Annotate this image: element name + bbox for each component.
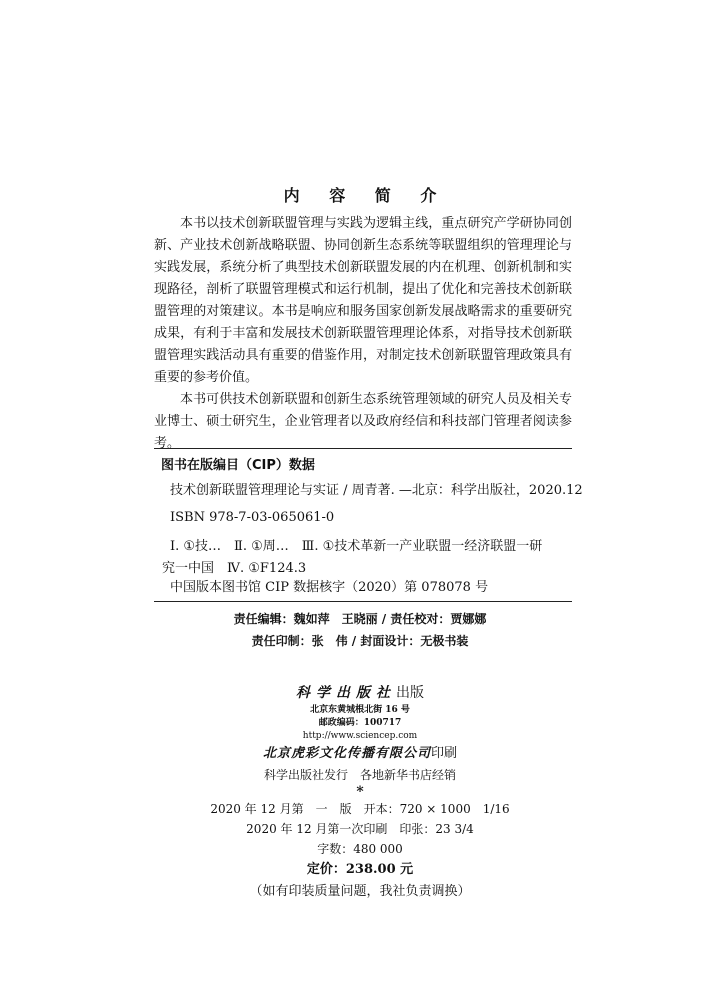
publisher-address: 北京东黄城根北街 16 号 [310,705,410,715]
separator-star: * [356,784,364,800]
publisher-line [0,682,720,704]
editor-credits-line-1: 责任编辑：魏如萍 王晓丽 / 责任校对：贾娜娜 [233,612,487,626]
summary-body [154,213,572,455]
editor-credits [0,608,720,652]
cip-record: 技术创新联盟管理理论与实证 / 周青著. —北京：科学出版社，2020.12 [170,483,583,498]
summary-title: 内 容 简 介 [283,186,449,205]
printer-line [0,743,720,765]
cip-classification-line-1: Ⅰ. ①技… Ⅱ. ①周… Ⅲ. ①技术革新一产业联盟一经济联盟一研 [170,539,543,554]
printing-line: 2020 年 12 月第一次印刷 印张：23 3/4 [246,822,474,836]
publisher-suffix: 出版 [396,685,424,701]
printer-logo-text: 北京虎彩文化传播有限公司 [262,746,431,761]
word-count: 字数：480 000 [317,842,403,856]
editor-credits-line-2: 责任印制：张 伟 / 封面设计：无极书装 [251,634,469,648]
cip-classification [162,536,570,580]
cip-classification-line-2: 究一中国 Ⅳ. ①F124.3 [162,561,307,576]
price: 定价：238.00 元 [306,862,414,877]
publisher-postcode: 邮政编码：100717 [318,718,402,728]
summary-paragraph-2: 本书可供技术创新联盟和创新生态系统管理领域的研究人员及相关专业博士、硕士研究生，企业管理者以及政府经信和科技部门管理者阅读参考。 [154,392,572,451]
summary-paragraph-1: 本书以技术创新联盟管理与实践为逻辑主线，重点研究产学研协同创新、产业技术创新战略联盟、协同创新生态系统等联盟组织的管理理论与实践发展，系统分析了典型技术创新联盟发展的内在机理、创新机制和实现路径，剖析了联盟管理模式和运行机制，提出了优化和完善技术创新联盟管理的对策建议。本书是响应和服务国家创新发展战略需求的重要研究成果，有利于丰富和发展技术创新联盟管理理论体系，对指导技术创新联盟管理实践活动具有重要的借鉴作用，对制定技术创新联盟管理政策具有重要的参考价值。 [154,216,572,385]
distribution-line: 科学出版社发行 各地新华书店经销 [263,768,456,782]
cip-top-rule [154,448,572,449]
publication-info [0,682,720,903]
printer-suffix: 印刷 [431,746,458,761]
edition-line: 2020 年 12 月第 一 版 开本：720 × 1000 1/16 [210,802,510,816]
cip-heading: 图书在版编目（CIP）数据 [161,458,315,473]
cip-isbn: ISBN 978-7-03-065061-0 [170,510,335,525]
cip-number: 中国版本图书馆 CIP 数据核字（2020）第 078078 号 [170,580,489,595]
publisher-logo-text: 科学出版社 [296,685,396,701]
cip-bottom-rule [154,601,572,602]
quality-note: （如有印装质量问题，我社负责调换） [249,884,471,899]
publisher-website: http://www.sciencep.com [302,731,418,741]
